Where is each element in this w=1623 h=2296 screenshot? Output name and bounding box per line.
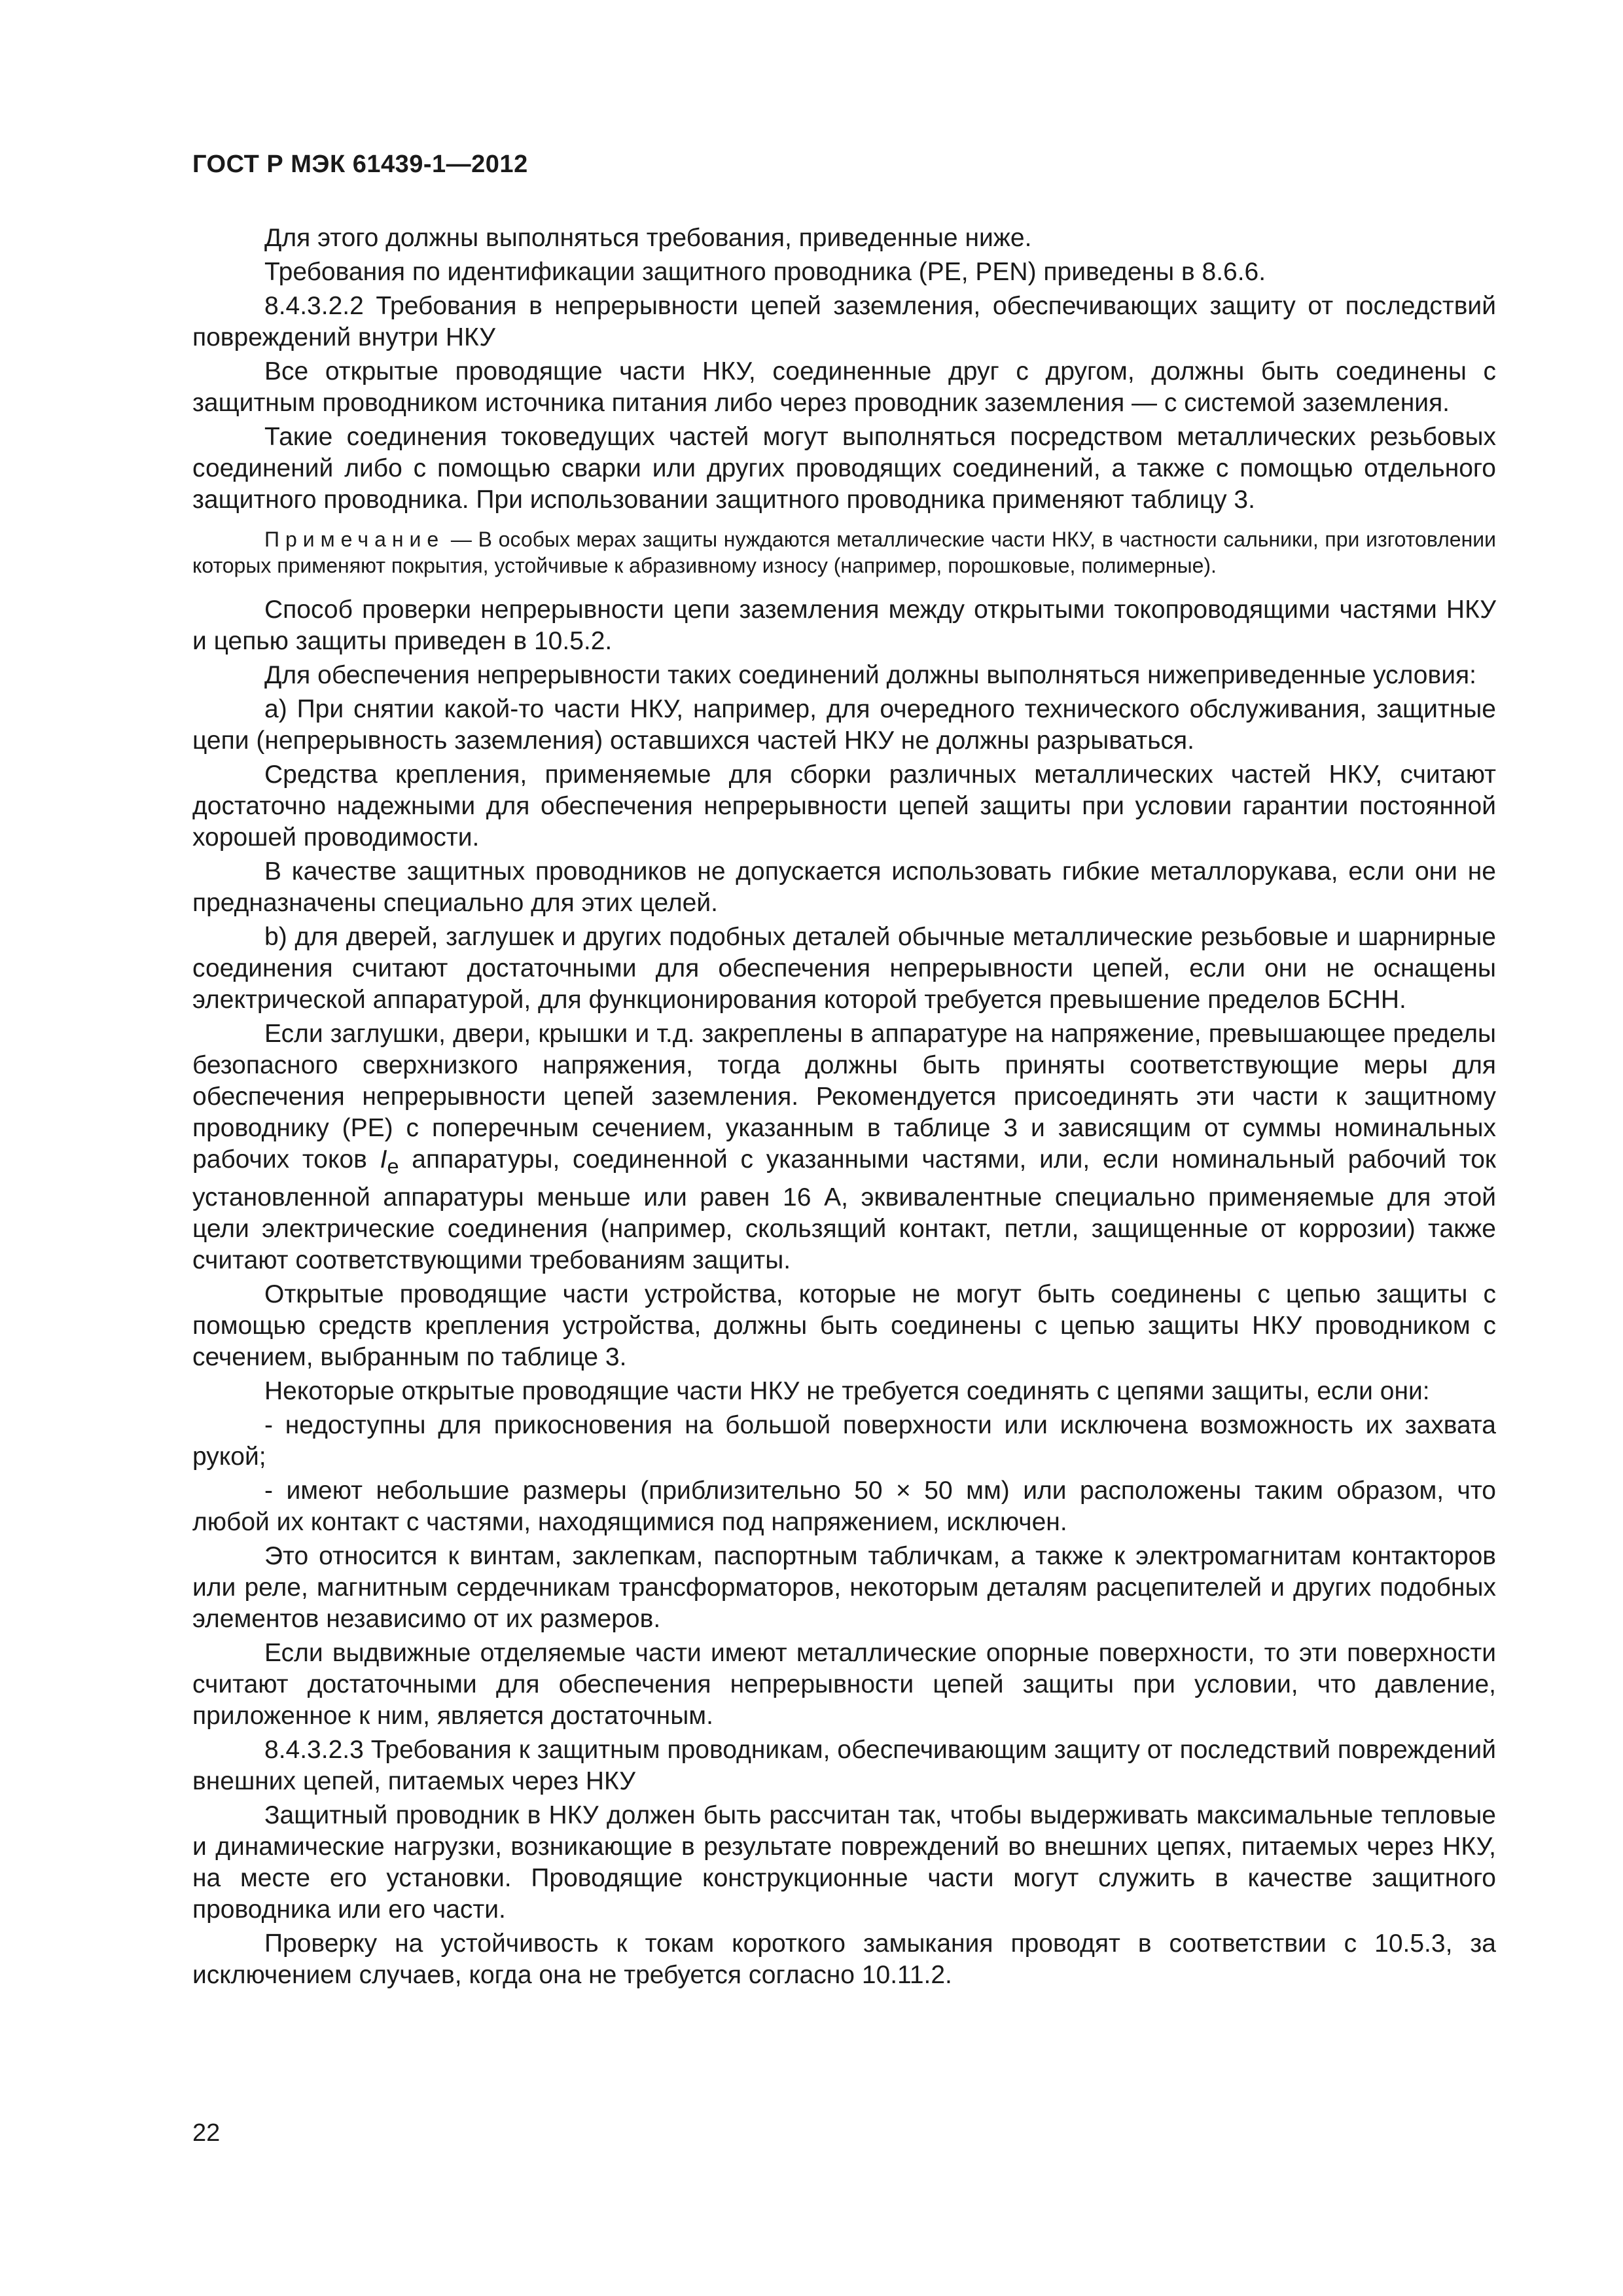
paragraph: Это относится к винтам, заклепкам, паспортным табличкам, а также к электромагнитам контакторов или реле, магнитным сердечникам трансформаторов, некоторым деталям расцепителей и других подобных элементов независимо от их размеров. (192, 1541, 1496, 1633)
note-label: Примечание (264, 528, 445, 551)
paragraph: Для обеспечения непрерывности таких соединений должны выполняться нижеприведенные условия: (264, 661, 1476, 689)
paragraph: Если выдвижные отделяемые части имеют металлические опорные поверхности, то эти поверхности считают достаточными для обеспечения непрерывности цепей защиты при условии, что давление, приложенное к ним, является достаточным. (192, 1638, 1496, 1730)
paragraph: Способ проверки непрерывности цепи заземления между открытыми токопроводящими частями НКУ и цепью защиты приведен в 10.5.2. (192, 596, 1496, 655)
paragraph: Защитный проводник в НКУ должен быть рассчитан так, чтобы выдерживать максимальные тепловые и динамические нагрузки, возникающие в результате повреждений во внешних цепях, питаемых через НКУ, на месте его установки. Проводящие конструкционные части могут служить в качестве защитного проводника или его части. (192, 1801, 1496, 1924)
paragraph: Для этого должны выполняться требования, приведенные ниже. (264, 224, 1032, 252)
document-header: ГОСТ Р МЭК 61439-1—2012 (192, 151, 528, 178)
note-text: — В особых мерах защиты нуждаются металлические части НКУ, в частности сальники, при изготовлении которых применяют покрытия, устойчивые к абразивному износу (например, порошковые, полимерные). (192, 528, 1496, 577)
paragraph: Такие соединения токоведущих частей могут выполняться посредством металлических резьбовых соединений либо с помощью сварки или других проводящих соединений, а также с помощью отдельного защитного проводника. При использовании защитного проводника применяют таблицу 3. (192, 423, 1496, 514)
document-body (192, 223, 1496, 1994)
current-symbol: I (380, 1145, 387, 1174)
current-subscript: e (387, 1154, 399, 1178)
page-number: 22 (192, 2119, 221, 2147)
paragraph (192, 1018, 1496, 1276)
paragraph: Средства крепления, применяемые для сборки различных металлических частей НКУ, считают достаточно надежными для обеспечения непрерывности цепей защиты при условии гарантии постоянной хорошей проводимости. (192, 761, 1496, 852)
paragraph: Проверку на устойчивость к токам короткого замыкания проводят в соответствии с 10.5.3, за исключением случаев, когда она не требуется согласно 10.11.2. (192, 1929, 1496, 1989)
list-item-a: a) При снятии какой-то части НКУ, например, для очередного технического обслуживания, защитные цепи (непрерывность заземления) оставшихся частей НКУ не должны разрываться. (192, 695, 1496, 755)
list-item-b: b) для дверей, заглушек и других подобных деталей обычные металлические резьбовые и шарнирные соединения считают достаточными для обеспечения непрерывности цепей, если они не оснащены электрической аппаратурой, для функционирования которой требуется превышение пределов БСНН. (192, 923, 1496, 1014)
paragraph: Требования по идентификации защитного проводника (PE, PEN) приведены в 8.6.6. (264, 258, 1266, 286)
note (192, 526, 1496, 579)
section-heading-8-4-3-2-2: 8.4.3.2.2 Требования в непрерывности цепей заземления, обеспечивающих защиту от последствий повреждений внутри НКУ (192, 292, 1496, 351)
paragraph: Некоторые открытые проводящие части НКУ не требуется соединять с цепями защиты, если они: (264, 1376, 1430, 1405)
list-item-dash: - недоступны для прикосновения на большой поверхности или исключена возможность их захвата рукой; (192, 1410, 1496, 1471)
paragraph: В качестве защитных проводников не допускается использовать гибкие металлорукава, если они не предназначены специально для этих целей. (192, 857, 1496, 917)
paragraph-text: аппаратуры, соединенной с указанными частями, или, если номинальный рабочий ток установленной аппаратуры меньше или равен 16 А, эквивалентные специально применяемые для этой цели электрические соединения (например, скользящий контакт, петли, защищенные от коррозии) также считают соответствующими требованиям защиты. (192, 1145, 1496, 1274)
paragraph: Открытые проводящие части устройства, которые не могут быть соединены с цепью защиты с помощью средств крепления устройства, должны быть соединены с цепью защиты НКУ проводником с сечением, выбранным по таблице 3. (192, 1280, 1496, 1371)
paragraph-text: Если заглушки, двери, крышки и т.д. закреплены в аппаратуре на напряжение, превышающее пределы безопасного сверхнизкого напряжения, тогда должны быть приняты соответствующие меры для обеспечения непрерывности цепей заземления. Рекомендуется присоединять эти части к защитному проводнику (PE) с поперечным сечением, указанным в таблице 3 и зависящим от суммы номинальных рабочих токов (192, 1020, 1496, 1174)
paragraph: Все открытые проводящие части НКУ, соединенные друг с другом, должны быть соединены с защитным проводником источника питания либо через проводник заземления — с системой заземления. (192, 357, 1496, 417)
list-item-dash: - имеют небольшие размеры (приблизительно 50 × 50 мм) или расположены таким образом, что любой их контакт с частями, находящимися под напряжением, исключен. (192, 1476, 1496, 1536)
section-heading-8-4-3-2-3: 8.4.3.2.3 Требования к защитным проводникам, обеспечивающим защиту от последствий повреждений внешних цепей, питаемых через НКУ (192, 1735, 1496, 1795)
